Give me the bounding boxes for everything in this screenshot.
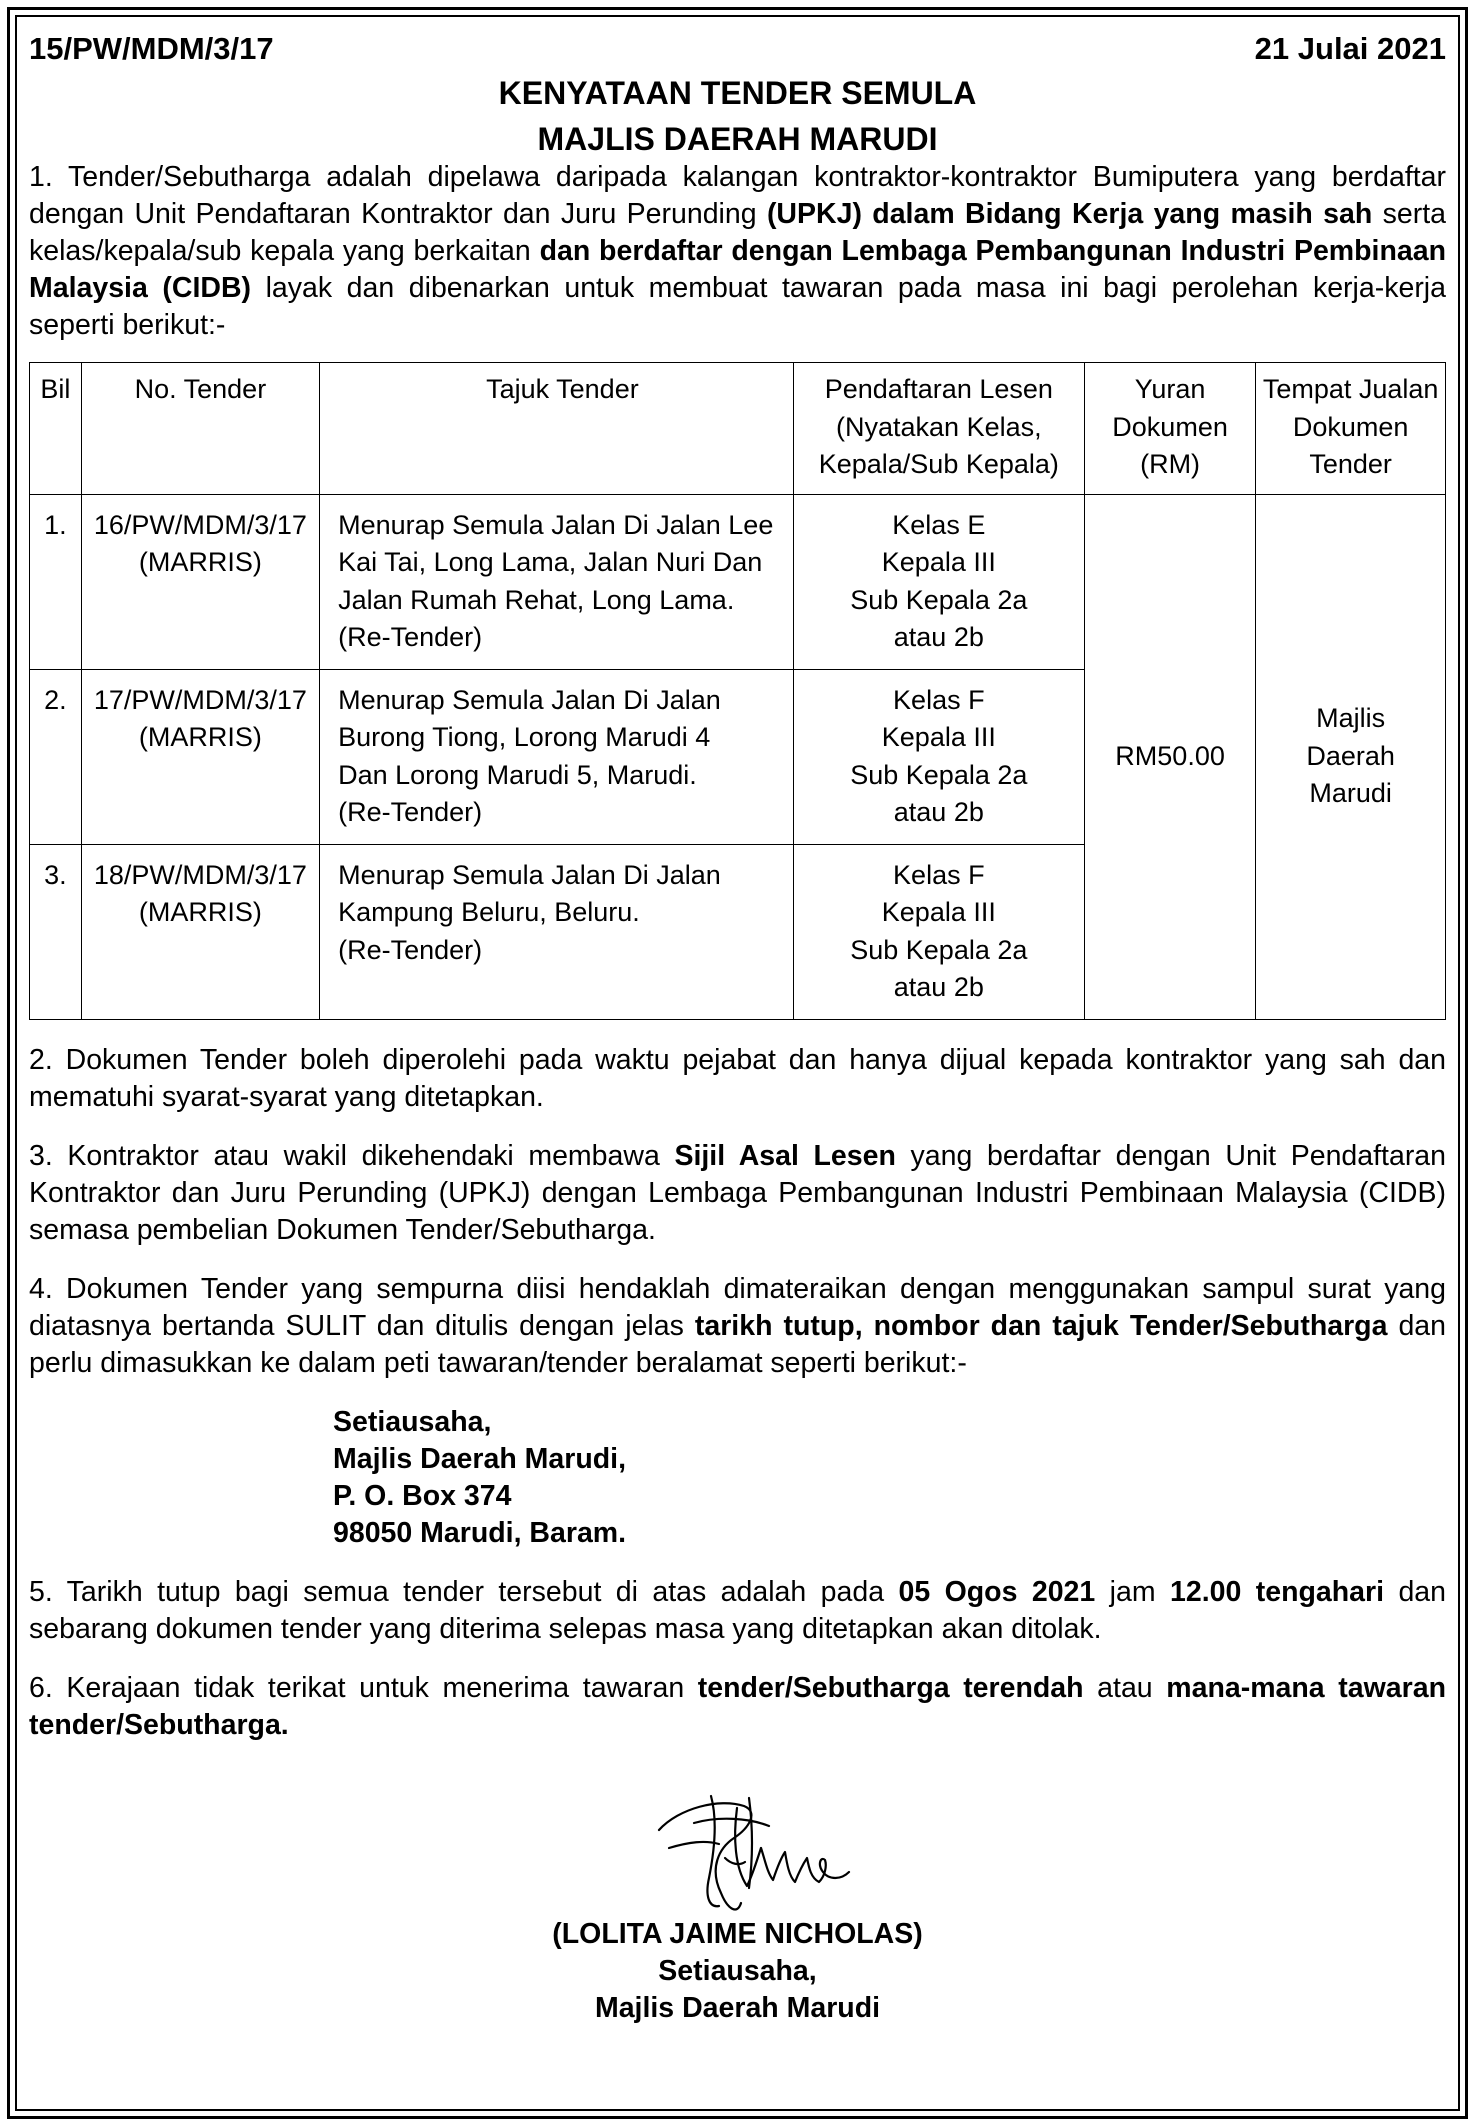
table-row — [30, 494, 1446, 669]
inner-border — [15, 15, 1460, 2111]
cell-no-tender: 18/PW/MDM/3/17 (MARRIS) — [81, 844, 319, 1019]
cell-bil: 3. — [30, 844, 82, 1019]
paragraph-1: 1. Tender/Sebutharga adalah dipelawa daripada kalangan kontraktor-kontraktor Bumiputera yang berdaftar dengan Unit Pendaftaran Kontraktor dan Juru Perunding (UPKJ) dalam Bidang Kerja yang masih sah serta kelas/kepala/sub kepala yang berkaitan dan berdaftar dengan Lembaga Pembangunan Industri Pembinaan Malaysia (CIDB) layak dan dibenarkan untuk membuat tawaran pada masa ini bagi perolehan kerja-kerja seperti berikut:- — [29, 161, 1447, 341]
cell-tajuk-tender: Menurap Semula Jalan Di Jalan Lee Kai Tai, Long Lama, Jalan Nuri Dan Jalan Rumah Rehat, Long Lama. (Re-Tender) — [320, 494, 794, 669]
cell-no-tender: 17/PW/MDM/3/17 (MARRIS) — [81, 669, 319, 844]
cell-tempat-jualan: Majlis Daerah Marudi — [1256, 494, 1446, 1019]
cell-bil: 2. — [30, 669, 82, 844]
notice-subtitle: MAJLIS DAERAH MARUDI — [537, 121, 938, 157]
header-yuran-dokumen: Yuran Dokumen (RM) — [1084, 363, 1255, 495]
notice-date: 21 Julai 2021 — [1254, 31, 1446, 66]
cell-pendaftaran-lesen: Kelas F Kepala III Sub Kepala 2a atau 2b — [793, 669, 1084, 844]
paragraph-4: 4. Dokumen Tender yang sempurna diisi hendaklah dimateraikan dengan menggunakan sampul surat yang diatasnya bertanda SULIT dan ditulis dengan jelas tarikh tutup, nombor dan tajuk Tender/Sebutharga dan perlu dimasukkan ke dalam peti tawaran/tender beralamat seperti berikut:- — [29, 1272, 1446, 1379]
paragraph-6: 6. Kerajaan tidak terikat untuk menerima tawaran tender/Sebutharga terendah atau mana-mana tawaran tender/Sebutharga. — [29, 1671, 1446, 1741]
paragraph-3: 3. Kontraktor atau wakil dikehendaki membawa Sijil Asal Lesen yang berdaftar dengan Unit Pendaftaran Kontraktor dan Juru Perunding (UPKJ) dengan Lembaga Pembangunan Industri Pembinaan Malaysia (CIDB) semasa pembelian Dokumen Tender/Sebutharga. — [29, 1139, 1447, 1246]
notice-content — [29, 31, 1446, 2066]
notice-page — [7, 7, 1468, 2119]
paragraph-5: 5. Tarikh tutup bagi semua tender tersebut di atas adalah pada 05 Ogos 2021 jam 12.00 tengahari dan sebarang dokumen tender yang diterima selepas masa yang ditetapkan akan ditolak. — [29, 1575, 1447, 1645]
header-tajuk-tender: Tajuk Tender — [320, 363, 794, 495]
table-header-row — [30, 363, 1446, 495]
cell-pendaftaran-lesen: Kelas E Kepala III Sub Kepala 2a atau 2b — [793, 494, 1084, 669]
paragraph-2: 2. Dokumen Tender boleh diperolehi pada waktu pejabat dan hanya dijual kepada kontraktor yang sah dan mematuhi syarat-syarat yang ditetapkan. — [29, 1043, 1446, 1113]
cell-tajuk-tender: Menurap Semula Jalan Di Jalan Kampung Beluru, Beluru. (Re-Tender) — [320, 844, 794, 1019]
header-bil: Bil — [30, 363, 82, 495]
header-row — [29, 31, 1446, 67]
signatory-position: Setiausaha, — [658, 1954, 817, 1987]
reference-number: 15/PW/MDM/3/17 — [29, 31, 274, 66]
cell-no-tender: 16/PW/MDM/3/17 (MARRIS) — [81, 494, 319, 669]
cell-yuran-dokumen: RM50.00 — [1084, 494, 1255, 1019]
cell-pendaftaran-lesen: Kelas F Kepala III Sub Kepala 2a atau 2b — [793, 844, 1084, 1019]
signatory-name: (LOLITA JAIME NICHOLAS) — [552, 1917, 923, 1950]
header-tempat-jualan: Tempat Jualan Dokumen Tender — [1256, 363, 1446, 495]
notice-title: KENYATAAN TENDER SEMULA — [498, 75, 977, 111]
mailing-address: Setiausaha, Majlis Daerah Marudi, P. O. Box 374 98050 Marudi, Baram. — [333, 1405, 627, 1549]
tender-table — [29, 362, 1446, 1020]
handwritten-signature — [649, 1768, 859, 1918]
signature-block — [29, 1766, 1446, 2066]
signatory — [29, 1916, 1446, 2027]
signatory-office: Majlis Daerah Marudi — [594, 1991, 881, 2024]
header-pendaftaran-lesen: Pendaftaran Lesen (Nyatakan Kelas, Kepala/Sub Kepala) — [793, 363, 1084, 495]
cell-tajuk-tender: Menurap Semula Jalan Di Jalan Burong Tiong, Lorong Marudi 4 Dan Lorong Marudi 5, Marudi. (Re-Tender) — [320, 669, 794, 844]
header-no-tender: No. Tender — [81, 363, 319, 495]
cell-bil: 1. — [30, 494, 82, 669]
